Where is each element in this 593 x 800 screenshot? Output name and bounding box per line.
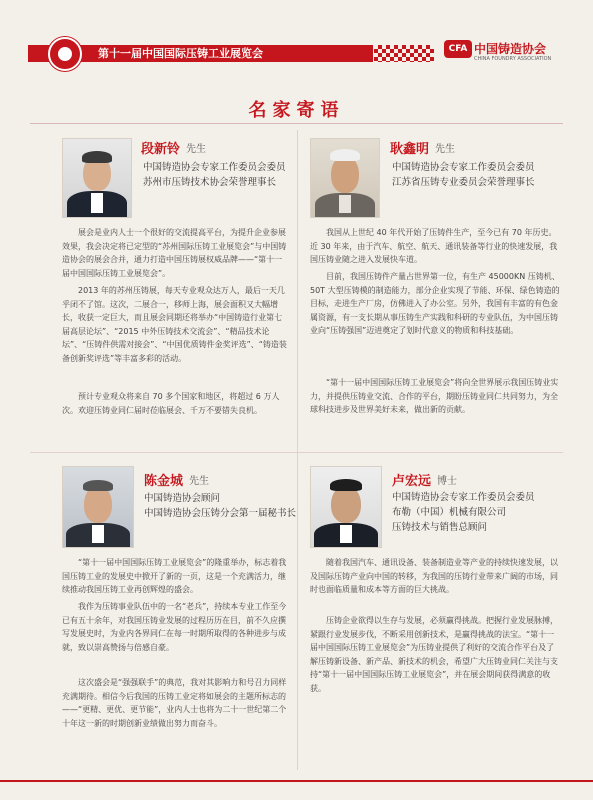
message-paragraph: “第十一届中国国际压铸工业展览会”的隆重举办，标志着我国压铸工业的发展史中掀开了新的一页，这是一个充满活力，继续推动我国压铸工业再创辉煌的盛会。 [62, 558, 287, 594]
message-paragraph: 2013 年的苏州压铸展，每天专业观众达万人，最后一天几乎闭不了馆。这次，二展合一，移师上海，展会面积又大幅增长，收获一定巨大，而且展会同期还将举办“中国铸造行业第七届高层论坛”、“2015 中外压铸技术交流会”、“精品技术论坛”、“压铸件供需对接会”、“中国优质铸件金奖评选”、“铸造装备创新奖评选”等丰富多彩的活动。 [62, 286, 287, 363]
expert-role: 苏州市压铸技术协会荣誉理事长 [143, 177, 277, 188]
message-paragraph: 展会是业内人士一个很好的交流提高平台，为提升企业参展效果，我会决定将已定型的“苏州国际压铸工业展览会”与中国铸造协会的展会合并，通力打造中国压铸展权威品牌——“第十一届中国国际压铸工业展览会”。 [62, 228, 287, 278]
expert-name-lu: 卢宏远 [392, 474, 432, 489]
expert-role: 江苏省压铸专业委员会荣誉理事长 [392, 177, 535, 188]
row-divider [30, 452, 563, 453]
expert-name-geng: 耿鑫明 [390, 142, 430, 157]
message-paragraph: 压铸企业欲得以生存与发展，必须赢得挑战。把握行业发展脉搏，紧跟行业发展步伐，不断采用创新技术，是赢得挑战的法宝。“第十一届中国国际压铸工业展览会”为压铸业提供了利好的交流合作平台及了解压铸新设备、新产品、新技术的机会，希望广大压铸业同仁关注与支持“第十一届中国国际压铸工业展览会”，并在展会期间获得满意的收获。 [310, 616, 558, 693]
message-paragraph: 我国从上世纪 40 年代开始了压铸件生产，至今已有 70 年历史。近 30 年来，由于汽车、航空、航天、通讯装备等行业的快速发展，我国压铸业随之进入发展快车道。 [310, 228, 558, 264]
message-paragraph: 目前，我国压铸件产量占世界第一位，有生产 45000KN 压铸机、50T 大型压铸模的制造能力，部分企业实现了节能、环保、绿色铸造的目标，走进生产厂房，仿佛进入了办公室。另外，我国有丰富的有色金属资源，有一支长期从事压铸生产实践和科研的专业队伍，为中国压铸业向“压铸强国”迈进奠定了划时代意义的物质和科技基础。 [310, 272, 560, 335]
expert-role: 布勒（中国）机械有限公司 [392, 507, 507, 518]
expert-photo-geng [310, 138, 380, 218]
expert-photo-lu [310, 466, 382, 548]
checker-pattern [374, 45, 434, 62]
expert-roles-chen [144, 491, 296, 521]
association-english-name: CHINA FOUNDRY ASSOCIATION [474, 56, 552, 62]
message-paragraph: 随着我国汽车、通讯设备、装备制造业等产业的持续快速发展，以及国际压铸产业向中国的转移，为我国的压铸行业带来广阔的市场，同时也面临质量和成本等方面的巨大挑战。 [310, 558, 558, 594]
message-paragraph: 这次盛会是“强强联手”的典范，我对其影响力和号召力同样充满期待。相信今后我国的压铸工业定将如展会的主题所标志的——“更精、更优、更节能”，业内人士也将为二十一世纪第二个十年这一新的时期创新业绩做出努力而奋斗。 [62, 678, 287, 728]
column-divider [297, 130, 298, 770]
expert-roles-duan [143, 160, 286, 190]
expert-photo-chen [62, 466, 134, 548]
expert-name-chen: 陈金城 [144, 474, 184, 489]
expert-roles-lu [392, 490, 535, 535]
expert-role: 中国铸造协会专家工作委员会委员 [392, 162, 535, 173]
expert-role: 中国铸造协会专家工作委员会委员 [392, 492, 535, 503]
expo-emblem-icon [48, 37, 82, 71]
header-bar [0, 0, 593, 76]
expert-honorific-duan: 先生 [186, 144, 206, 155]
association-name: 中国铸造协会 [474, 42, 547, 56]
expert-honorific-chen: 先生 [189, 476, 209, 487]
expert-roles-geng [392, 160, 535, 190]
expert-honorific-geng: 先生 [435, 144, 455, 155]
message-paragraph: “第十一届中国国际压铸工业展览会”将向全世界展示我国压铸业实力，并提供压铸业交流、合作的平台，期盼压铸业同仁共同努力，为全球科技进步及世界美好未来，做出新的贡献。 [310, 378, 559, 414]
title-divider [30, 123, 563, 124]
expert-role: 中国铸造协会顾问 [144, 493, 221, 504]
expert-name-duan: 段新铃 [141, 142, 181, 157]
expert-honorific-lu: 博士 [437, 476, 457, 487]
expert-role: 中国铸造协会压铸分会第一届秘书长 [144, 508, 297, 519]
expo-title: 第十一届中国国际压铸工业展览会 [98, 47, 263, 60]
message-paragraph: 我作为压铸事业队伍中的一名“老兵”，持续本专业工作至今已有五十余年，对我国压铸业发展的过程历历在目，前不久应撰写发展史时，为业内各界同仁在每一时期所取得的各种进步与成就，致以崇高赞扬与倍感自豪。 [62, 602, 287, 652]
expert-role: 压铸技术与销售总顾问 [392, 522, 488, 533]
section-title: 名家寄语 [248, 100, 345, 121]
expert-photo-duan [62, 138, 132, 218]
footer-rule [0, 780, 593, 782]
expert-role: 中国铸造协会专家工作委员会委员 [143, 162, 286, 173]
message-paragraph: 预计专业观众将来自 70 多个国家和地区，将超过 6 万人次。欢迎压铸业同仁届时莅临展会、千万不要错失良机。 [62, 392, 280, 415]
association-logo-icon: CFA [444, 40, 472, 58]
